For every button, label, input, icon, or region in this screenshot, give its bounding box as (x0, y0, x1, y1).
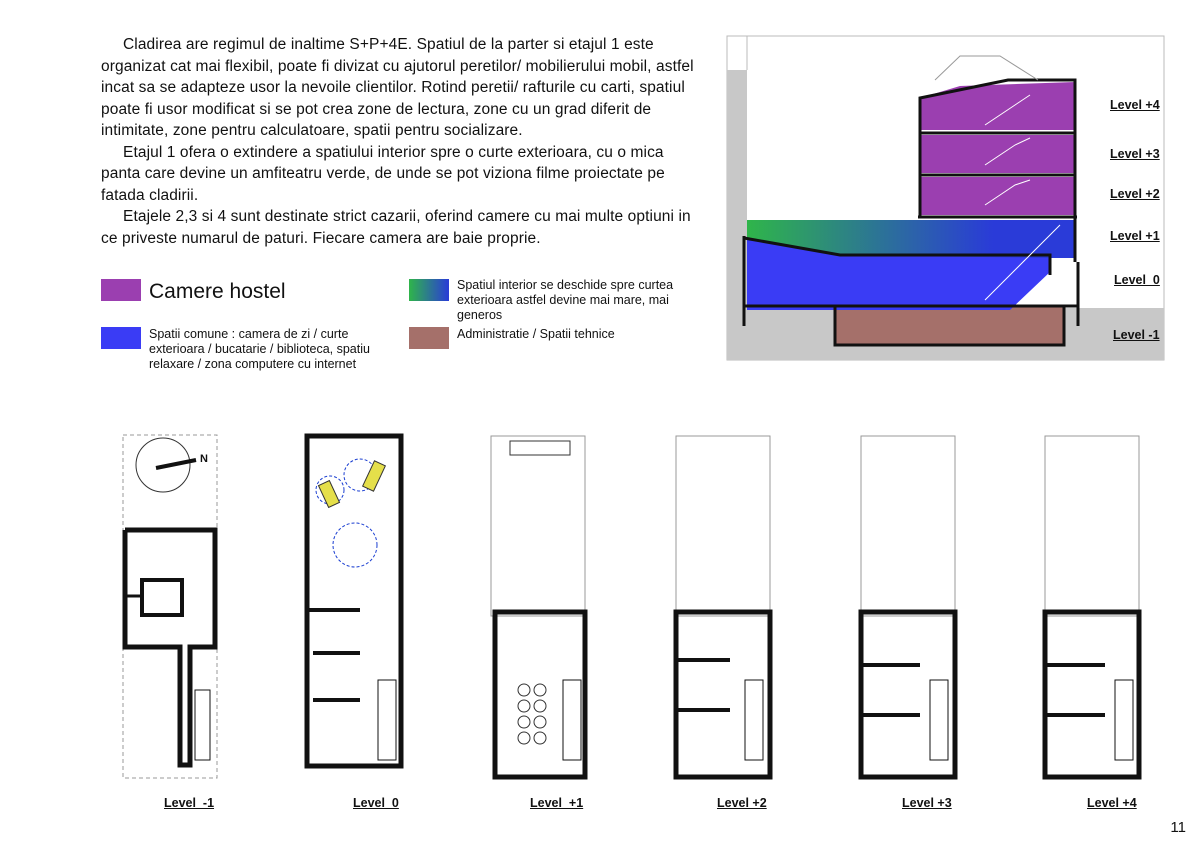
plan-level-plus3 (861, 436, 955, 777)
section-level-plus3: Level +3 (1110, 147, 1160, 161)
building-section (727, 36, 1164, 360)
description-paragraph-1: Cladirea are regimul de inaltime S+P+4E. Spatiul de la parter si etajul 1 este organizat cat mai flexibil, poate fi divizat cu ajutorul peretilor/ mobilierului mobil, astfel incat sa se adapteze usor la nevoile clientilor. Rotind peretii/ rafturile cu carti, spatiul poate fi usor modificat si se pot crea zone de lectura, zone cu un grad diferit de intimitate, zone pentru calculatoare, spatii pentru socializare. (101, 36, 694, 139)
plan-level-plus4 (1045, 436, 1139, 777)
plan-label-0: Level 0 (353, 796, 399, 810)
legend-label-hostel: Camere hostel (149, 280, 286, 303)
legend-label-common: Spatii comune : camera de zi / curte exterioara / bucatarie / biblioteca, spatiu relaxare / zona computere cu internet (149, 327, 370, 371)
legend-label-admin: Administratie / Spatii tehnice (457, 327, 615, 341)
plan-level-plus2 (676, 436, 770, 777)
section-level-0: Level 0 (1114, 273, 1160, 287)
plan-label-plus1: Level +1 (530, 796, 584, 810)
section-level-plus1: Level +1 (1110, 229, 1160, 243)
plan-label-minus1: Level -1 (164, 796, 215, 810)
plan-level-plus1 (491, 436, 585, 777)
north-label: N (200, 453, 208, 465)
page-number: 11 (1170, 819, 1186, 836)
floor-plans (123, 435, 1139, 778)
plan-label-plus3: Level +3 (902, 796, 952, 810)
section-level-minus1: Level -1 (1113, 328, 1160, 342)
description-paragraph-3: Etajele 2,3 si 4 sunt destinate strict cazarii, oferind camere cu mai multe optiuni in ce priveste numarul de paturi. Fiecare camera are baie proprie. (101, 208, 691, 247)
section-level-plus2: Level +2 (1110, 187, 1160, 201)
plan-level-minus1 (123, 435, 217, 778)
legend-label-interior: Spatiul interior se deschide spre curtea exterioara astfel devine mai mare, mai generos (457, 278, 674, 322)
plan-level-0 (307, 436, 401, 766)
plan-label-plus4: Level +4 (1087, 796, 1137, 810)
section-level-plus4: Level +4 (1110, 98, 1160, 112)
description-paragraph-2: Etajul 1 ofera o extindere a spatiului interior spre o curte exterioara, cu o mica panta care devine un amfiteatru verde, de unde se pot viziona filme proiectate pe fatada cladirii. (101, 143, 665, 204)
plan-label-plus2: Level +2 (717, 796, 767, 810)
